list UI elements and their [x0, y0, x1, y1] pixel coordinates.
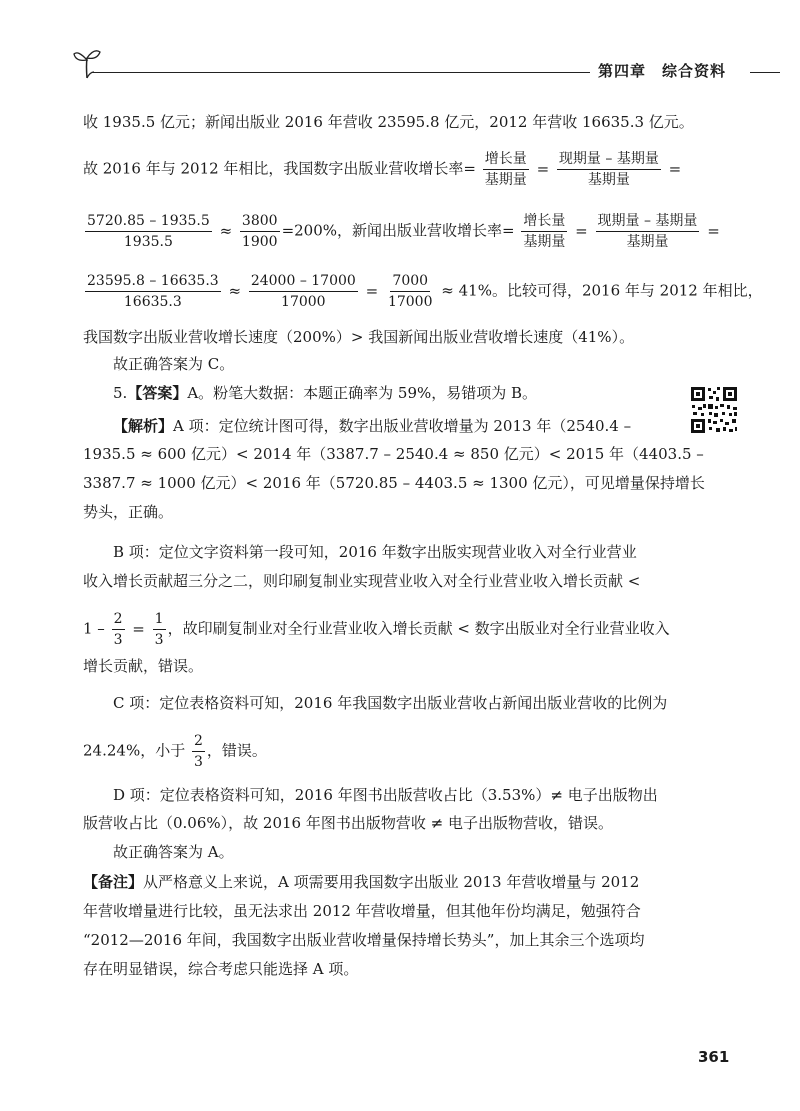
fraction-numerator: 现期量 – 基期量: [596, 212, 700, 232]
section-label: 综合资料: [662, 62, 727, 80]
option-b-line-2: 收入增长贡献超三分之二，则印刷复制业实现营业收入对全行业营业收入增长贡献 <: [83, 572, 641, 590]
fraction-formula: [596, 212, 700, 251]
header-rule-tail: [750, 72, 780, 73]
answer-text: A。粉笔大数据：本题正确率为 59%，易错项为 B。: [187, 384, 538, 402]
fraction-numerator: 5720.85 – 1935.5: [85, 212, 212, 232]
note-line-4: 存在明显错误，综合考虑只能选择 A 项。: [83, 960, 359, 978]
analysis-line-2: 1935.5 ≈ 600 亿元）< 2014 年（3387.7 – 2540.4 ≈ 850 亿元）< 2015 年（4403.5 –: [83, 445, 704, 463]
fraction-numerator: 1: [153, 610, 166, 630]
fraction-denominator: 基期量: [587, 172, 630, 188]
header-title: [598, 60, 726, 81]
note-line-1: [83, 872, 663, 892]
option-c-line-1: C 项：定位表格资料可知，2016 年我国数字出版业营收占新闻出版业营收的比例为: [113, 694, 668, 712]
fraction-two-thirds: [112, 610, 125, 649]
analysis-line-1: [113, 416, 693, 436]
fraction-denominator: 基期量: [523, 234, 566, 250]
sprout-icon: [72, 46, 102, 80]
fraction-denominator: 1900: [241, 234, 278, 250]
approx-sign: ≈: [228, 281, 242, 300]
fraction-denominator: 基期量: [484, 172, 527, 188]
option-d-line-1: D 项：定位表格资料可知，2016 年图书出版营收占比（3.53%）≠ 电子出版物出: [113, 786, 658, 804]
text-line-1: 收 1935.5 亿元；新闻出版业 2016 年营收 23595.8 亿元，2012 年营收 16635.3 亿元。: [83, 113, 694, 131]
option-b-formula-line: [83, 610, 670, 649]
fraction-two-thirds: [192, 732, 205, 771]
fraction-formula: [557, 150, 661, 189]
fraction-numerator: 23595.8 – 16635.3: [85, 272, 221, 292]
analysis-tag: 【解析】: [113, 417, 174, 435]
text-line-comparison: 我国数字出版业营收增长速度（200%）> 我国新闻出版业营收增长速度（41%）。: [83, 328, 635, 346]
note-text: 从严格意义上来说，A 项需要用我国数字出版业 2013 年营收增量与 2012: [143, 873, 640, 891]
fraction-numerator: 增长量: [483, 150, 529, 170]
fraction-numerator: 现期量 – 基期量: [557, 150, 661, 170]
fraction-denominator: 3: [193, 754, 203, 770]
approx-sign: ≈: [219, 221, 233, 240]
chapter-label: 第四章: [598, 62, 647, 80]
equals-sign: =: [575, 221, 588, 240]
formula-suffix: ≈ 41%。比较可得，2016 年与 2012 年相比，: [441, 281, 763, 300]
fraction-digital: [85, 212, 212, 251]
note-tag: 【备注】: [83, 873, 144, 891]
fraction-numerator: 2: [192, 732, 205, 752]
equals-sign: =: [707, 221, 720, 240]
note-line-3: “2012—2016 年间，我国数字出版业营收增量保持增长势头”，加上其余三个选项均: [83, 931, 645, 949]
fraction-numerator: 7000: [390, 272, 430, 292]
fraction-news-simplified: [386, 272, 435, 311]
analysis-line-3: 3387.7 ≈ 1000 亿元）< 2016 年（5720.85 – 4403.5 ≈ 1300 亿元），可见增量保持增长: [83, 474, 705, 492]
fraction-denominator: 3: [154, 632, 164, 648]
fraction-numerator: 3800: [240, 212, 280, 232]
formula-line-digital: [83, 150, 682, 189]
answer-line-a: 故正确答案为 A。: [113, 843, 234, 861]
fraction-numerator: 增长量: [521, 212, 567, 232]
question-number: 5.: [113, 384, 128, 402]
fraction-denominator: 17000: [281, 294, 326, 310]
fraction-one-third: [153, 610, 166, 649]
fraction-growth: [483, 150, 529, 189]
fraction-denominator: 1935.5: [123, 234, 173, 250]
fraction-growth: [521, 212, 567, 251]
equals-sign: =: [536, 159, 550, 178]
analysis-line-4: 势头，正确。: [83, 503, 174, 521]
formula-suffix: ，错误。: [206, 741, 267, 760]
fraction-digital-approx: [240, 212, 280, 251]
qr-code-icon[interactable]: [689, 385, 739, 435]
fraction-numerator: 2: [112, 610, 125, 630]
page-number: 361: [698, 1048, 730, 1066]
option-d-line-2: 版营收占比（0.06%），故 2016 年图书出版物营收 ≠ 电子出版物营收，错误。: [83, 814, 613, 832]
fraction-numerator: 24000 – 17000: [249, 272, 358, 292]
formula-suffix: ，故印刷复制业对全行业营业收入增长贡献 < 数字出版业对全行业营业收入: [167, 619, 670, 638]
fraction-denominator: 17000: [387, 294, 433, 310]
analysis-text: A 项：定位统计图可得，数字出版业营收增量为 2013 年（2540.4 –: [173, 417, 632, 435]
note-line-2: 年营收增量进行比较，虽无法求出 2012 年营收增量，但其他年份均满足，勉强符合: [83, 902, 641, 920]
option-b-line-1: B 项：定位文字资料第一段可知，2016 年数字出版实现营业收入对全行业营业: [113, 543, 637, 561]
formula-prefix: 1 –: [83, 619, 105, 638]
header-rule: [92, 72, 590, 73]
answer-line-c: 故正确答案为 C。: [113, 355, 235, 373]
formula-line-news-result: [83, 272, 763, 311]
option-c-formula-line: [83, 732, 663, 771]
answer-heading: [113, 383, 693, 403]
fraction-news: [85, 272, 221, 311]
formula-prefix: 故 2016 年与 2012 年相比，我国数字出版业营收增长率=: [83, 159, 476, 178]
formula-prefix: 24.24%，小于: [83, 741, 186, 760]
fraction-news-approx: [249, 272, 358, 311]
fraction-denominator: 3: [113, 632, 123, 648]
equals-sign: =: [668, 159, 682, 178]
answer-tag: 【答案】: [127, 384, 188, 402]
equals-sign: =: [365, 281, 379, 300]
option-b-line-4: 增长贡献，错误。: [83, 657, 204, 675]
fraction-denominator: 16635.3: [123, 294, 182, 310]
formula-line-digital-result: [83, 212, 720, 251]
formula-suffix: =200%，新闻出版业营收增长率=: [281, 221, 515, 240]
fraction-denominator: 基期量: [626, 234, 669, 250]
title-separator: [646, 62, 662, 80]
running-header: [0, 40, 800, 90]
equals-sign: =: [132, 619, 145, 638]
